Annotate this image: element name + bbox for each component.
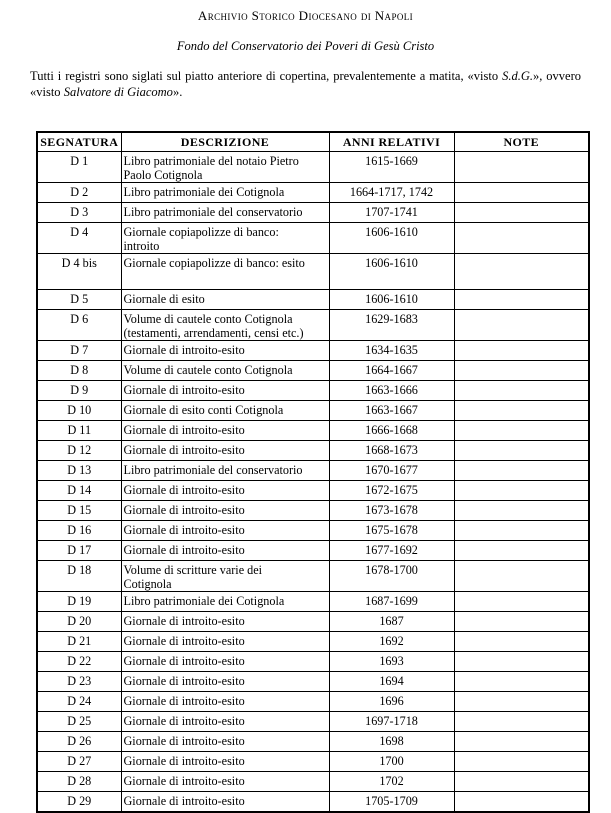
table-row: [37, 461, 589, 481]
descrizione-cell: [121, 792, 329, 813]
note-cell: [454, 592, 589, 612]
note-cell: [454, 612, 589, 632]
descrizione-line: Giornale copiapolizze di banco:: [123, 225, 279, 239]
descrizione-cell: [121, 732, 329, 752]
intro-note-text: », ovvero «visto: [30, 69, 582, 99]
segnatura-cell: D 20: [37, 612, 121, 632]
table-row: [37, 223, 589, 254]
descrizione-line: Volume di cautele conto Cotignola: [123, 312, 293, 326]
descrizione-cell: [121, 183, 329, 203]
descrizione-cell: [121, 290, 329, 310]
descrizione-cell: [121, 652, 329, 672]
descrizione-cell: [121, 203, 329, 223]
table-row: [37, 792, 589, 813]
segnatura-cell: D 23: [37, 672, 121, 692]
note-cell: [454, 441, 589, 461]
intro-note-italic: Salvatore di Giacomo: [63, 85, 173, 99]
note-cell: [454, 381, 589, 401]
page-title: Archivio Storico Diocesano di Napoli: [197, 8, 414, 23]
anni-cell: 1693: [329, 652, 454, 672]
table-row: [37, 421, 589, 441]
descrizione-cell: [121, 692, 329, 712]
table-row: [37, 672, 589, 692]
note-cell: [454, 152, 589, 183]
anni-cell: 1692: [329, 632, 454, 652]
table-row: [37, 441, 589, 461]
anni-cell: 1606-1610: [329, 223, 454, 254]
anni-cell: 1672-1675: [329, 481, 454, 501]
anni-cell: 1687: [329, 612, 454, 632]
note-cell: [454, 752, 589, 772]
descrizione-line: Giornale di introito-esito: [123, 543, 245, 557]
table-body: [37, 152, 589, 813]
table-row: [37, 203, 589, 223]
anni-cell: 1606-1610: [329, 254, 454, 290]
descrizione-line: Giornale di introito-esito: [123, 674, 245, 688]
anni-cell: 1664-1667: [329, 361, 454, 381]
note-cell: [454, 772, 589, 792]
note-cell: [454, 254, 589, 290]
descrizione-cell: [121, 223, 329, 254]
descrizione-line: Giornale di introito-esito: [123, 794, 245, 808]
note-cell: [454, 341, 589, 361]
table-row: [37, 521, 589, 541]
table-row: [37, 310, 589, 341]
anni-cell: 1700: [329, 752, 454, 772]
segnatura-cell: D 2: [37, 183, 121, 203]
table-row: [37, 712, 589, 732]
note-cell: [454, 692, 589, 712]
descrizione-cell: [121, 521, 329, 541]
note-cell: [454, 712, 589, 732]
table-row: [37, 592, 589, 612]
intro-note-text: ».: [172, 85, 183, 99]
note-cell: [454, 652, 589, 672]
anni-cell: 1694: [329, 672, 454, 692]
table-row: [37, 481, 589, 501]
descrizione-line: Paolo Cotignola: [123, 168, 203, 182]
descrizione-cell: [121, 541, 329, 561]
descrizione-line: Cotignola: [123, 577, 172, 591]
column-header-anni-relativi: ANNI RELATIVI: [329, 132, 454, 152]
descrizione-line: Giornale di esito conti Cotignola: [123, 403, 284, 417]
note-cell: [454, 290, 589, 310]
descrizione-line: Libro patrimoniale del conservatorio: [123, 205, 303, 219]
descrizione-cell: [121, 712, 329, 732]
table-row: [37, 254, 589, 290]
table-row: [37, 561, 589, 592]
anni-cell: 1698: [329, 732, 454, 752]
descrizione-line: Giornale di introito-esito: [123, 714, 245, 728]
note-cell: [454, 361, 589, 381]
column-header-descrizione: DESCRIZIONE: [121, 132, 329, 152]
table-row: [37, 632, 589, 652]
segnatura-cell: D 24: [37, 692, 121, 712]
note-cell: [454, 481, 589, 501]
descrizione-cell: [121, 481, 329, 501]
descrizione-line: Giornale di esito: [123, 292, 205, 306]
segnatura-cell: D 16: [37, 521, 121, 541]
note-cell: [454, 541, 589, 561]
segnatura-cell: D 25: [37, 712, 121, 732]
descrizione-line: Giornale di introito-esito: [123, 503, 245, 517]
descrizione-cell: [121, 461, 329, 481]
descrizione-line: Giornale di introito-esito: [123, 634, 245, 648]
segnatura-cell: D 5: [37, 290, 121, 310]
anni-cell: 1675-1678: [329, 521, 454, 541]
descrizione-line: Giornale di introito-esito: [123, 483, 245, 497]
descrizione-cell: [121, 254, 329, 290]
anni-cell: 1670-1677: [329, 461, 454, 481]
descrizione-line: Giornale di introito-esito: [123, 423, 245, 437]
table-row: [37, 381, 589, 401]
descrizione-line: introito: [123, 239, 160, 253]
table-row: [37, 772, 589, 792]
segnatura-cell: D 17: [37, 541, 121, 561]
segnatura-cell: D 27: [37, 752, 121, 772]
table-row: [37, 361, 589, 381]
segnatura-cell: D 18: [37, 561, 121, 592]
anni-cell: 1663-1666: [329, 381, 454, 401]
note-cell: [454, 223, 589, 254]
table-row: [37, 401, 589, 421]
segnatura-cell: D 3: [37, 203, 121, 223]
descrizione-line: Giornale di introito-esito: [123, 754, 245, 768]
descrizione-line: Libro patrimoniale dei Cotignola: [123, 185, 285, 199]
segnatura-cell: D 19: [37, 592, 121, 612]
note-cell: [454, 732, 589, 752]
page-subtitle: Fondo del Conservatorio dei Poveri di Gesù Cristo: [176, 39, 435, 53]
table-header: [37, 132, 589, 152]
descrizione-cell: [121, 421, 329, 441]
descrizione-cell: [121, 772, 329, 792]
descrizione-line: Giornale di introito-esito: [123, 734, 245, 748]
intro-note-text: Tutti i registri sono siglati sul piatto anteriore di copertina, prevalentemente a matita, «visto: [30, 69, 503, 83]
table-row: [37, 692, 589, 712]
note-cell: [454, 183, 589, 203]
anni-cell: 1634-1635: [329, 341, 454, 361]
descrizione-line: Giornale di introito-esito: [123, 523, 245, 537]
table-row: [37, 501, 589, 521]
table-row: [37, 541, 589, 561]
descrizione-line: Giornale di introito-esito: [123, 343, 245, 357]
descrizione-line: Libro patrimoniale dei Cotignola: [123, 594, 285, 608]
descrizione-line: Libro patrimoniale del notaio Pietro: [123, 154, 299, 168]
table-row: [37, 732, 589, 752]
segnatura-cell: D 15: [37, 501, 121, 521]
intro-note-italic: S.d.G.: [502, 69, 533, 83]
descrizione-line: Giornale di introito-esito: [123, 614, 245, 628]
descrizione-cell: [121, 561, 329, 592]
descrizione-line: Giornale copiapolizze di banco: esito: [123, 256, 305, 270]
anni-cell: 1615-1669: [329, 152, 454, 183]
note-cell: [454, 421, 589, 441]
anni-cell: 1705-1709: [329, 792, 454, 813]
note-cell: [454, 203, 589, 223]
table-row: [37, 183, 589, 203]
segnatura-cell: D 9: [37, 381, 121, 401]
table-row: [37, 152, 589, 183]
anni-cell: 1677-1692: [329, 541, 454, 561]
segnatura-cell: D 1: [37, 152, 121, 183]
anni-cell: 1629-1683: [329, 310, 454, 341]
anni-cell: 1664-1717, 1742: [329, 183, 454, 203]
segnatura-cell: D 13: [37, 461, 121, 481]
descrizione-line: Volume di scritture varie dei: [123, 563, 263, 577]
descrizione-cell: [121, 361, 329, 381]
table-row: [37, 290, 589, 310]
segnatura-cell: D 28: [37, 772, 121, 792]
anni-cell: 1673-1678: [329, 501, 454, 521]
descrizione-line: (testamenti, arrendamenti, censi etc.): [123, 326, 304, 340]
note-cell: [454, 461, 589, 481]
note-cell: [454, 672, 589, 692]
segnatura-cell: D 21: [37, 632, 121, 652]
column-header-note: NOTE: [454, 132, 589, 152]
descrizione-cell: [121, 612, 329, 632]
descrizione-cell: [121, 752, 329, 772]
anni-cell: 1687-1699: [329, 592, 454, 612]
descrizione-cell: [121, 672, 329, 692]
descrizione-line: Giornale di introito-esito: [123, 694, 245, 708]
descrizione-cell: [121, 441, 329, 461]
anni-cell: 1707-1741: [329, 203, 454, 223]
segnatura-cell: D 4 bis: [37, 254, 121, 290]
intro-note: [30, 68, 581, 100]
anni-cell: 1678-1700: [329, 561, 454, 592]
segnatura-cell: D 26: [37, 732, 121, 752]
anni-cell: 1697-1718: [329, 712, 454, 732]
descrizione-line: Giornale di introito-esito: [123, 443, 245, 457]
segnatura-cell: D 6: [37, 310, 121, 341]
anni-cell: 1668-1673: [329, 441, 454, 461]
header-row: [37, 132, 589, 152]
descrizione-cell: [121, 310, 329, 341]
segnatura-cell: D 22: [37, 652, 121, 672]
note-cell: [454, 310, 589, 341]
descrizione-cell: [121, 381, 329, 401]
anni-cell: 1696: [329, 692, 454, 712]
note-cell: [454, 561, 589, 592]
anni-cell: 1702: [329, 772, 454, 792]
column-header-segnatura: SEGNATURA: [37, 132, 121, 152]
descrizione-cell: [121, 632, 329, 652]
anni-cell: 1666-1668: [329, 421, 454, 441]
descrizione-cell: [121, 401, 329, 421]
segnatura-cell: D 4: [37, 223, 121, 254]
segnatura-cell: D 11: [37, 421, 121, 441]
descrizione-cell: [121, 501, 329, 521]
segnatura-cell: D 7: [37, 341, 121, 361]
descrizione-cell: [121, 152, 329, 183]
segnatura-cell: D 10: [37, 401, 121, 421]
segnatura-cell: D 14: [37, 481, 121, 501]
inventory-table: [36, 131, 590, 813]
descrizione-line: Giornale di introito-esito: [123, 774, 245, 788]
segnatura-cell: D 29: [37, 792, 121, 813]
anni-cell: 1663-1667: [329, 401, 454, 421]
table-row: [37, 652, 589, 672]
descrizione-line: Giornale di introito-esito: [123, 383, 245, 397]
table-row: [37, 752, 589, 772]
note-cell: [454, 792, 589, 813]
descrizione-cell: [121, 341, 329, 361]
note-cell: [454, 501, 589, 521]
descrizione-line: Libro patrimoniale del conservatorio: [123, 463, 303, 477]
descrizione-line: Volume di cautele conto Cotignola: [123, 363, 293, 377]
note-cell: [454, 521, 589, 541]
note-cell: [454, 632, 589, 652]
descrizione-cell: [121, 592, 329, 612]
note-cell: [454, 401, 589, 421]
segnatura-cell: D 8: [37, 361, 121, 381]
table-row: [37, 341, 589, 361]
descrizione-line: Giornale di introito-esito: [123, 654, 245, 668]
anni-cell: 1606-1610: [329, 290, 454, 310]
table-row: [37, 612, 589, 632]
segnatura-cell: D 12: [37, 441, 121, 461]
